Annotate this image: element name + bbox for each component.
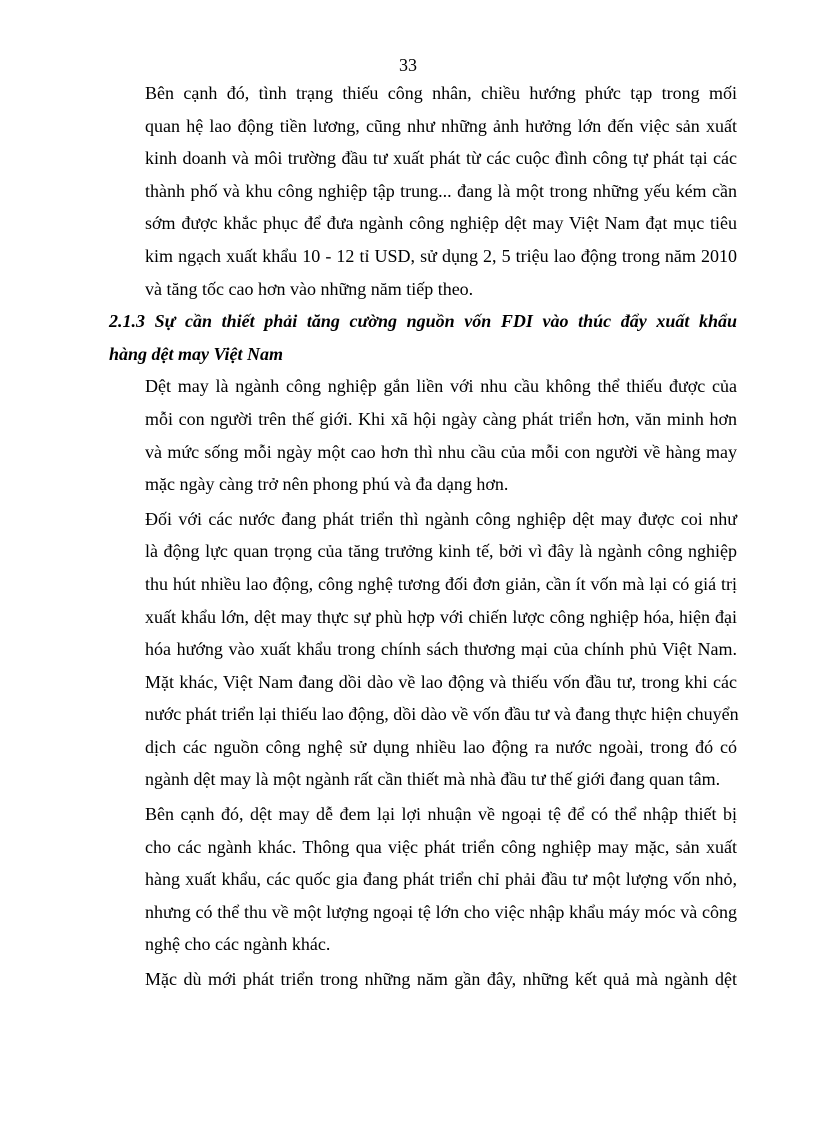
text-line: nước phát triển lại thiếu lao động, dồi dào về vốn đầu tư và đang thực hiện chuyển	[145, 704, 739, 725]
text-line: kinh doanh và môi trường đầu tư xuất phát từ các cuộc đình công tự phát tại các	[145, 148, 737, 169]
text-line: Đối với các nước đang phát triển thì ngành công nghiệp dệt may được coi như	[145, 508, 737, 529]
text-line: dịch các nguồn công nghệ sử dụng nhiều lao động ra nước ngoài, trong đó có	[145, 736, 737, 757]
text-line: và mức sống mỗi ngày một cao hơn thì nhu cầu của mỗi con người về hàng may	[145, 441, 737, 462]
text-line: Mặc dù mới phát triển trong những năm gần đây, những kết quả mà ngành dệt	[145, 969, 737, 990]
page-number: 33	[399, 55, 417, 75]
text-line: Mặt khác, Việt Nam đang dồi dào về lao động và thiếu vốn đầu tư, trong khi các	[145, 671, 737, 692]
text-line: nhưng có thể thu về một lượng ngoại tệ lớn cho việc nhập khẩu máy móc và công	[145, 901, 737, 922]
text-line: xuất khẩu lớn, dệt may thực sự phù hợp với chiến lược công nghiệp hóa, hiện đại	[145, 606, 737, 627]
text-line: kim ngạch xuất khẩu 10 - 12 tỉ USD, sử dụng 2, 5 triệu lao động trong năm 2010	[145, 245, 737, 266]
text-line: Bên cạnh đó, tình trạng thiếu công nhân, chiều hướng phức tạp trong mối	[145, 83, 737, 103]
text-line: và tăng tốc cao hơn vào những năm tiếp theo.	[145, 278, 474, 299]
text-line: sớm được khắc phục để đưa ngành công nghiệp dệt may Việt Nam đạt mục tiêu	[145, 213, 737, 234]
paragraph-textile-needs	[109, 370, 737, 500]
text-line: thành phố và khu công nghiệp tập trung... đang là một trong những yếu kém cần	[145, 180, 737, 201]
heading-line: hàng dệt may Việt Nam	[109, 343, 284, 364]
paragraph-recent-results	[109, 963, 737, 996]
text-line: nghệ cho các ngành khác.	[145, 934, 331, 955]
text-line: mỗi con người trên thế giới. Khi xã hội ngày càng phát triển hơn, văn minh hơn	[145, 408, 737, 429]
heading-line: 2.1.3 Sự cần thiết phải tăng cường nguồn vốn FDI vào thúc đẩy xuất khẩu	[109, 311, 737, 332]
text-line: thu hút nhiều lao động, công nghệ tương đối đơn giản, cần ít vốn mà lại có giá trị	[145, 573, 737, 594]
text-line: cho các ngành khác. Thông qua việc phát triển công nghiệp may mặc, sản xuất	[145, 836, 737, 857]
text-line: hóa hướng vào xuất khẩu trong chính sách thương mại của chính phủ Việt Nam.	[145, 639, 737, 660]
text-line: hàng xuất khẩu, các quốc gia đang phát triển chỉ phải đầu tư một lượng vốn nhỏ,	[145, 869, 737, 890]
section-heading	[109, 305, 737, 370]
text-line: Dệt may là ngành công nghiệp gắn liền với nhu cầu không thể thiếu được của	[145, 376, 737, 397]
text-line: mặc ngày càng trở nên phong phú và đa dạng hơn.	[145, 474, 509, 495]
text-line: là động lực quan trọng của tăng trưởng kinh tế, bởi vì đây là ngành công nghiệp	[145, 541, 737, 562]
text-line: Bên cạnh đó, dệt may dễ đem lại lợi nhuận về ngoại tệ để có thể nhập thiết bị	[145, 804, 737, 825]
text-line: quan hệ lao động tiền lương, cũng như những ảnh hưởng lớn đến việc sản xuất	[145, 115, 737, 136]
text-line: ngành dệt may là một ngành rất cần thiết mà nhà đầu tư thế giới đang quan tâm.	[145, 769, 721, 790]
paragraph-foreign-currency	[109, 798, 737, 961]
paragraph-labor-issues	[109, 77, 737, 305]
paragraph-developing-countries	[109, 503, 737, 796]
document-body	[109, 77, 737, 996]
